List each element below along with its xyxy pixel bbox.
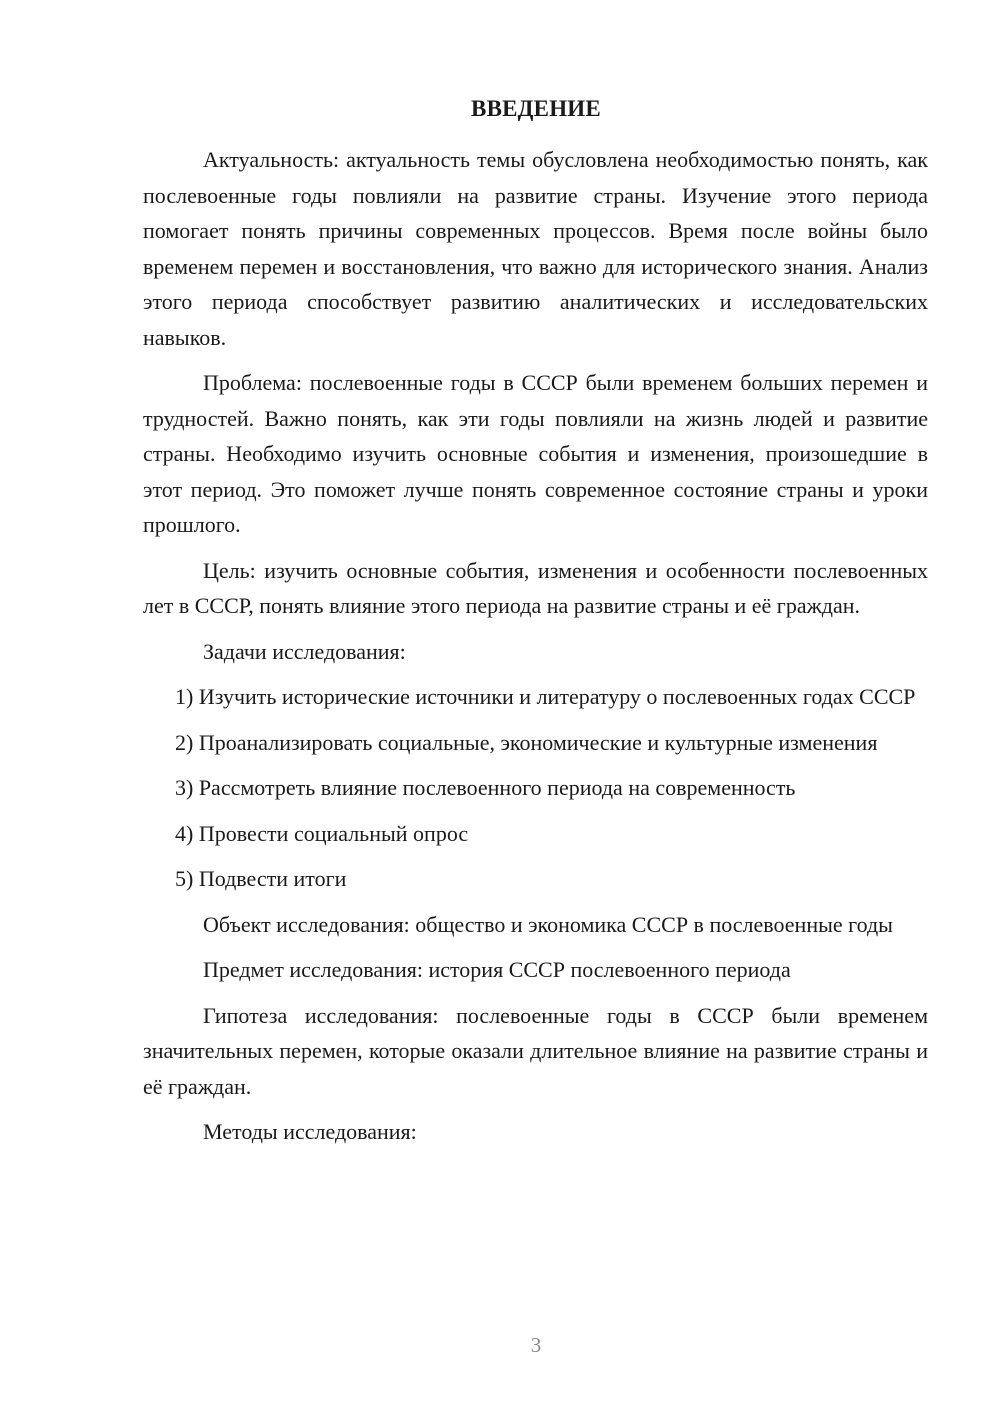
- task-item-2: 2) Проанализировать социальные, экономические и культурные изменения: [175, 729, 878, 755]
- paragraph-hypothesis: Гипотеза исследования: послевоенные годы в СССР были временем значительных перемен, которые оказали длительное влияние на развитие страны и её граждан.: [143, 1002, 928, 1099]
- task-item-4: 4) Провести социальный опрос: [175, 820, 469, 846]
- paragraph-problem: Проблема: послевоенные годы в СССР были временем больших перемен и трудностей. Важно понять, как эти годы повлияли на жизнь людей и развитие страны. Необходимо изучить основные события и изменения, произошедшие в этот период. Это поможет лучше понять современное состояние страны и уроки прошлого.: [143, 370, 928, 537]
- methods-label: Методы исследования:: [203, 1119, 417, 1144]
- paragraph-relevance: Актуальность: актуальность темы обусловлена необходимостью понять, как послевоенные годы повлияли на развитие страны. Изучение этого периода помогает понять причины современных процессов. Время после войны было временем перемен и восстановления, что важно для исторического знания. Анализ этого периода способствует развитию аналитических и исследовательских навыков.: [143, 147, 928, 350]
- tasks-label: Задачи исследования:: [203, 638, 406, 664]
- paragraph-subject: Предмет исследования: история СССР послевоенного периода: [203, 957, 791, 982]
- body-text: [143, 142, 928, 1160]
- section-heading: ВВЕДЕНИЕ: [471, 96, 601, 121]
- paragraph-goal: Цель: изучить основные события, изменения и особенности послевоенных лет в СССР, понять влияние этого периода на развитие страны и её граждан.: [143, 557, 928, 618]
- task-item-1: 1) Изучить исторические источники и литературу о послевоенных годах СССР: [175, 684, 916, 709]
- paragraph-object: Объект исследования: общество и экономика СССР в послевоенные годы: [203, 911, 893, 937]
- task-item-3: 3) Рассмотреть влияние послевоенного периода на современность: [175, 775, 796, 800]
- task-item-5: 5) Подвести итоги: [175, 866, 347, 891]
- page-number: 3: [530, 1333, 542, 1357]
